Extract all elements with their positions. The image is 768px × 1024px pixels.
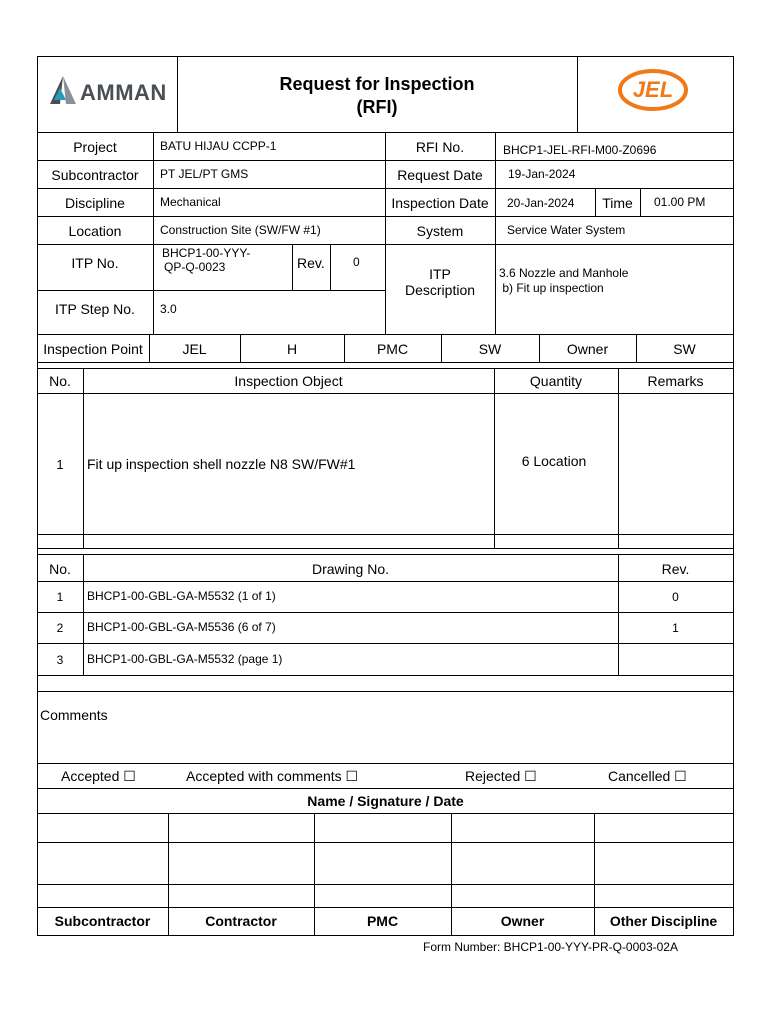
object-row-quantity: 6 Location: [521, 453, 587, 469]
rev-label: Rev.: [297, 255, 325, 271]
inspection-point-cell: H: [286, 341, 298, 357]
drawing-row-number: BHCP1-00-GBL-GA-M5532 (page 1): [87, 652, 283, 666]
amman-logo-text: AMMAN: [80, 80, 167, 105]
inspection-point-cell: Owner: [566, 341, 609, 357]
object-row-no: 1: [56, 457, 64, 472]
itp-desc-label-line2: Description: [404, 282, 476, 298]
drawing-row-number: BHCP1-00-GBL-GA-M5532 (1 of 1): [87, 589, 276, 603]
signature-col-contractor: Contractor: [205, 913, 277, 929]
row-line: [37, 907, 734, 908]
inspection-point-cell: PMC: [376, 341, 409, 357]
row-line: [37, 842, 734, 843]
objects-header-remarks: Remarks: [647, 373, 704, 389]
row-line: [37, 534, 734, 535]
title-line-1: Request for Inspection: [279, 74, 475, 94]
row-line: [37, 362, 734, 363]
itp-desc-line2: b) Fit up inspection: [499, 281, 604, 295]
itp-desc-line1: 3.6 Nozzle and Manhole: [499, 266, 629, 280]
time-label: Time: [602, 195, 633, 211]
rejected-checkbox[interactable]: Rejected ☐: [465, 768, 537, 784]
rfi-no-label: RFI No.: [415, 139, 465, 155]
row-line: [37, 788, 734, 789]
system-label: System: [416, 223, 464, 239]
row-line: [37, 763, 734, 764]
jel-logo: [617, 68, 689, 112]
accepted-checkbox[interactable]: Accepted ☐: [61, 768, 136, 784]
itp-step-label: ITP Step No.: [55, 301, 135, 317]
itp-desc-label-line1: ITP: [429, 266, 451, 282]
row-line: [37, 884, 734, 885]
row-line: [37, 554, 734, 555]
drawings-header-rev: Rev.: [661, 561, 690, 577]
row-line: [37, 290, 385, 291]
row-line: [37, 675, 734, 676]
time-value: 01.00 PM: [654, 195, 706, 209]
drawing-row-rev: 1: [672, 621, 679, 635]
row-line: [37, 581, 734, 582]
subcontractor-value: PT JEL/PT GMS: [160, 167, 249, 181]
rfi-no-value: BHCP1-JEL-RFI-M00-Z0696: [503, 143, 657, 157]
location-value: Construction Site (SW/FW #1): [160, 223, 321, 237]
col-line: [618, 368, 619, 548]
row-line: [37, 691, 734, 692]
signature-col-pmc: PMC: [366, 913, 399, 929]
inspection-date-label: Inspection Date: [391, 195, 489, 211]
row-line: [37, 334, 734, 335]
row-line: [37, 548, 734, 549]
drawings-header-no: No.: [49, 561, 71, 577]
jel-logo-text: JEL: [632, 77, 674, 102]
row-line: [37, 393, 734, 394]
col-line: [640, 188, 641, 216]
col-line: [83, 368, 84, 548]
col-line: [292, 244, 293, 290]
accepted-with-comments-checkbox[interactable]: Accepted with comments ☐: [186, 768, 359, 784]
subcontractor-label: Subcontractor: [51, 167, 139, 183]
project-label: Project: [73, 139, 117, 155]
itp-no-line1: BHCP1-00-YYY-: [162, 246, 251, 260]
row-line: [37, 612, 734, 613]
inspection-date-value: 20-Jan-2024: [507, 196, 575, 210]
objects-header-quantity: Quantity: [529, 373, 583, 389]
amman-mark-icon: [48, 74, 78, 110]
request-date-value: 19-Jan-2024: [508, 167, 576, 181]
discipline-label: Discipline: [65, 195, 125, 211]
col-line: [330, 244, 331, 290]
objects-header-object: Inspection Object: [234, 373, 343, 389]
drawing-row-no: 1: [56, 590, 64, 604]
inspection-point-cell: SW: [478, 341, 502, 357]
signature-header: Name / Signature / Date: [307, 793, 464, 809]
project-value: BATU HIJAU CCPP-1: [160, 139, 277, 153]
row-line: [37, 813, 734, 814]
discipline-value: Mechanical: [160, 195, 221, 209]
frame-bottom: [37, 935, 734, 936]
row-line: [37, 368, 734, 369]
drawing-row-rev: 0: [672, 590, 679, 604]
col-line: [153, 132, 154, 334]
itp-no-label: ITP No.: [71, 255, 119, 271]
header-divider-right: [577, 56, 578, 133]
signature-col-other-discipline: Other Discipline: [609, 913, 718, 929]
system-value: Service Water System: [507, 223, 626, 237]
drawing-row-no: 3: [56, 653, 64, 667]
form-number: Form Number: BHCP1-00-YYY-PR-Q-0003-02A: [423, 940, 678, 954]
amman-logo: [48, 72, 170, 112]
signature-col-owner: Owner: [500, 913, 545, 929]
cancelled-checkbox[interactable]: Cancelled ☐: [608, 768, 687, 784]
frame-top: [37, 56, 734, 57]
col-line: [495, 132, 496, 334]
itp-step-value: 3.0: [160, 302, 177, 316]
drawings-header-drawing: Drawing No.: [311, 561, 390, 577]
itp-no-line2: QP-Q-0023: [164, 260, 226, 274]
object-row-description: Fit up inspection shell nozzle N8 SW/FW#1: [87, 456, 356, 472]
comments-label: Comments: [40, 707, 108, 723]
drawing-row-number: BHCP1-00-GBL-GA-M5536 (6 of 7): [87, 620, 276, 634]
objects-header-no: No.: [49, 373, 71, 389]
location-label: Location: [68, 223, 122, 239]
request-date-label: Request Date: [397, 167, 483, 183]
row-line: [37, 643, 734, 644]
page-title: [177, 73, 577, 118]
drawing-row-no: 2: [56, 621, 64, 635]
rev-value: 0: [353, 255, 360, 269]
inspection-point-label: Inspection Point: [43, 341, 143, 357]
signature-col-subcontractor: Subcontractor: [54, 913, 151, 929]
inspection-point-cell: SW: [673, 341, 696, 357]
inspection-point-cell: JEL: [182, 341, 207, 357]
title-line-2: (RFI): [356, 96, 398, 117]
